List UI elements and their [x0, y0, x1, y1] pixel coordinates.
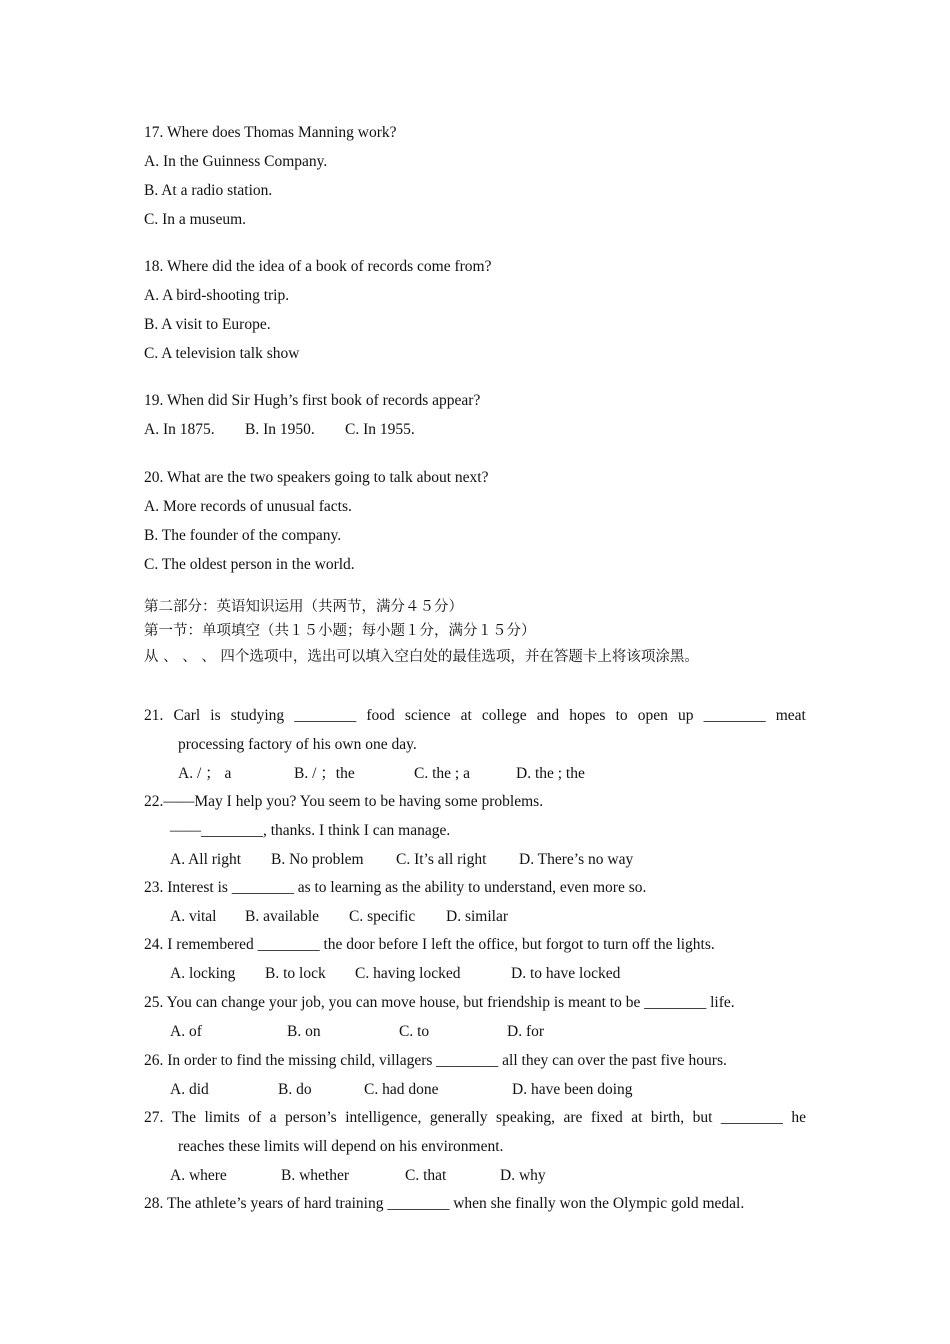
option-22c: C. It’s all right: [396, 851, 487, 868]
question-27-word: but: [692, 1109, 713, 1126]
options-27: [170, 1166, 546, 1186]
question-20: 20. What are the two speakers going to talk about next?: [144, 469, 489, 486]
option-19a: A. In 1875.: [144, 421, 215, 438]
option-24d: D. to have locked: [511, 965, 621, 982]
question-27-word: are: [563, 1109, 583, 1126]
option-24b: B. to lock: [265, 965, 326, 982]
options-21: [178, 764, 585, 784]
question-21-word: and: [536, 707, 560, 724]
question-17: 17. Where does Thomas Manning work?: [144, 124, 397, 141]
option-26d: D. have been doing: [512, 1081, 633, 1098]
question-21-word: Carl: [173, 707, 201, 724]
option-22b: B. No problem: [271, 851, 364, 868]
question-21-word: science: [404, 707, 451, 724]
question-21-word: open: [637, 707, 668, 724]
question-27-word: ________: [720, 1109, 783, 1126]
option-17c: C. In a museum.: [144, 211, 247, 228]
option-23b: B. available: [245, 908, 320, 925]
option-25b: B. on: [287, 1023, 321, 1040]
question-28: 28. The athlete’s years of hard training ________ when she finally won the Olympic gold medal.: [144, 1195, 745, 1212]
question-27-word: generally: [429, 1109, 488, 1126]
question-21-word: food: [366, 707, 395, 724]
option-23d: D. similar: [446, 908, 508, 925]
question-25: 25. You can change your job, you can move house, but friendship is meant to be ________ life.: [144, 994, 735, 1011]
options-19: [144, 420, 415, 440]
question-26: 26. In order to find the missing child, villagers ________ all they can over the past five hours.: [144, 1052, 727, 1069]
option-21b: B. / ；the: [294, 765, 355, 782]
question-27-word: he: [791, 1109, 806, 1126]
question-27-word: The: [171, 1109, 196, 1126]
question-27-word: speaking,: [496, 1109, 556, 1126]
question-21-word: ________: [294, 707, 357, 724]
options-25: [170, 1022, 544, 1042]
instruction-text: 从 、 、 、 四个选项中，选出可以填入空白处的最佳选项，并在答题卡上将该项涂黑。: [144, 649, 699, 665]
question-27-word: fixed: [590, 1109, 623, 1126]
question-22-line2: ——________, thanks. I think I can manage.: [170, 822, 451, 839]
question-23: 23. Interest is ________ as to learning as the ability to understand, even more so.: [144, 879, 647, 896]
option-20b: B. The founder of the company.: [144, 527, 342, 544]
option-19c: C. In 1955.: [345, 421, 415, 438]
question-21-word: at: [460, 707, 472, 724]
question-27-word: at: [631, 1109, 643, 1126]
question-21-word: studying: [230, 707, 285, 724]
question-27-line2: reaches these limits will depend on his environment.: [178, 1138, 504, 1155]
option-25c: C. to: [399, 1023, 430, 1040]
question-21-word: college: [481, 707, 527, 724]
options-23: [170, 907, 508, 927]
part-heading: 第二部分：英语知识运用（共两节，满分４５分）: [144, 599, 463, 615]
question-21-word: up: [677, 707, 694, 724]
section-heading: 第一节：单项填空（共１５小题；每小题１分，满分１５分）: [144, 623, 536, 639]
question-21-word: is: [210, 707, 221, 724]
option-27c: C. that: [405, 1167, 447, 1184]
question-21-word: to: [615, 707, 628, 724]
question-21-word: meat: [775, 707, 806, 724]
option-20a: A. More records of unusual facts.: [144, 498, 352, 515]
option-18c: C. A television talk show: [144, 345, 300, 362]
option-25d: D. for: [507, 1023, 545, 1040]
option-21d: D. the ; the: [516, 765, 585, 782]
question-21-line2: processing factory of his own one day.: [178, 736, 417, 753]
options-26: [170, 1080, 633, 1100]
option-25a: A. of: [170, 1023, 202, 1040]
option-18a: A. A bird-shooting trip.: [144, 287, 290, 304]
question-24: 24. I remembered ________ the door before I left the office, but forgot to turn off the lights.: [144, 936, 715, 953]
question-19: 19. When did Sir Hugh’s first book of records appear?: [144, 392, 481, 409]
option-22a: A. All right: [170, 851, 242, 868]
option-21c: C. the ; a: [414, 765, 470, 782]
question-21-word: ________: [703, 707, 766, 724]
option-19b: B. In 1950.: [245, 421, 315, 438]
option-27d: D. why: [500, 1167, 546, 1184]
option-26a: A. did: [170, 1081, 209, 1098]
question-27-word: birth,: [650, 1109, 685, 1126]
option-20c: C. The oldest person in the world.: [144, 556, 355, 573]
option-17a: A. In the Guinness Company.: [144, 153, 328, 170]
question-27-word: 27.: [144, 1109, 164, 1126]
option-23a: A. vital: [170, 908, 217, 925]
option-24c: C. having locked: [355, 965, 461, 982]
question-27-word: of: [248, 1109, 262, 1126]
option-18b: B. A visit to Europe.: [144, 316, 271, 333]
question-21-word: 21.: [144, 707, 164, 724]
question-21-word: hopes: [569, 707, 606, 724]
option-21a: A. / ； a: [178, 765, 232, 782]
option-26b: B. do: [278, 1081, 312, 1098]
option-17b: B. At a radio station.: [144, 182, 273, 199]
question-27-word: a: [269, 1109, 277, 1126]
option-27a: A. where: [170, 1167, 227, 1184]
question-27-word: person’s: [285, 1109, 337, 1126]
question-27-word: intelligence,: [345, 1109, 422, 1126]
question-21-line1: [144, 706, 806, 726]
option-22d: D. There’s no way: [519, 851, 634, 868]
options-24: [170, 964, 620, 984]
question-22-line1: 22.——May I help you? You seem to be having some problems.: [144, 793, 544, 810]
question-18: 18. Where did the idea of a book of records come from?: [144, 258, 492, 275]
option-24a: A. locking: [170, 965, 236, 982]
option-23c: C. specific: [349, 908, 416, 925]
option-26c: C. had done: [364, 1081, 439, 1098]
question-27-word: limits: [204, 1109, 240, 1126]
options-22: [170, 850, 633, 870]
option-27b: B. whether: [281, 1167, 350, 1184]
question-27-line1: [144, 1108, 806, 1128]
